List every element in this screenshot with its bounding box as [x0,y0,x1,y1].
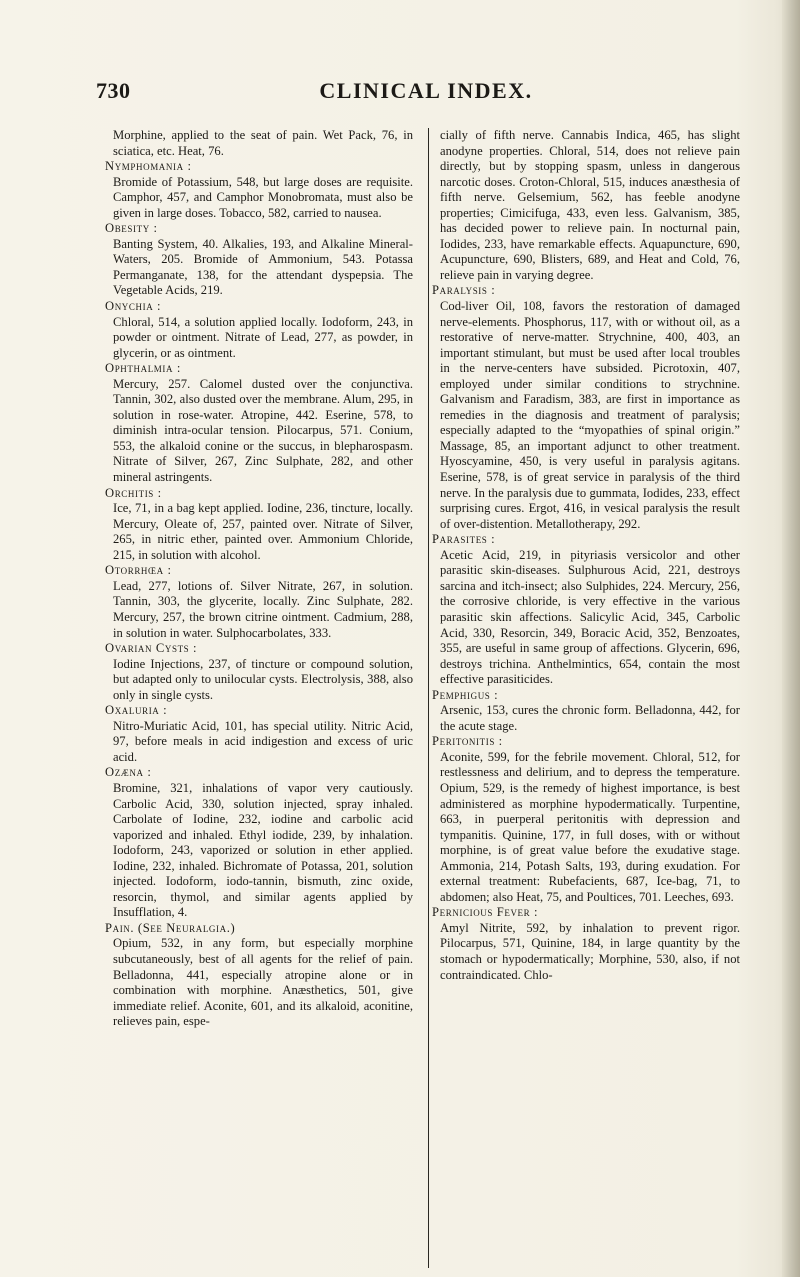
index-heading: Oxaluria : [105,703,168,718]
index-entry-text: Bromine, 321, inhalations of vapor very cautiously. Carbolic Acid, 330, solution injected, spray inhaled. Carbolate of Iodine, 232, iodine and carbolic acid vaporized and inhaled. Ethyl iodide, 239, by inhalation. Iodoform, 243, vaporized or solution in ether applied. Iodine, 232, inhaled. Bichromate of Potassa, 201, solution injected. Iodoform, iodo-tannin, bismuth, zinc oxide, resorcin, thymol, and similar agents applied by Insufflation, 4. [113,780,413,920]
index-entry-text: Arsenic, 153, cures the chronic form. Belladonna, 442, for the acute stage. [440,703,740,733]
index-entry-text: Ice, 71, in a bag kept applied. Iodine, 236, tincture, locally. Mercury, Oleate of, 257, painted over. Nitrate of Silver, 265, in nitric ether, painted over. Ammonium Chloride, 215, in solution with alcohol. [113,501,413,562]
page-number: 730 [96,78,131,103]
index-entry-text: Amyl Nitrite, 592, by inhalation to prevent rigor. Pilocarpus, 571, Quinine, 184, in large quantity by the stomach or hypodermatically; Morphine, 530, also, if not contraindicated. Chlo- [440,920,740,982]
index-entry-text: Acetic Acid, 219, in pityriasis versicolor and other parasitic skin-diseases. Sulphurous Acid, 221, destroys sarcina and itch-insect; also Sulphides, 224. Mercury, 256, the corrosive chloride, is very effective in the various parasitic skin affections. Salicylic Acid, 345, Carbolic Acid, 330, Resorcin, 349, Boracic Acid, 352, Benzoates, 355, are useful in same group of affections. Glycerin, 696, destroys trichina. Anthelmintics, 654, contain the most effective parasiticides. [440,547,740,687]
index-heading: Ovarian Cysts : [105,641,198,656]
index-entry-text: Nitro-Muriatic Acid, 101, has special utility. Nitric Acid, 97, before meals in acid indigestion and excess of uric acid. [113,718,413,764]
index-entry-text: cially of fifth nerve. Cannabis Indica, 465, has slight anodyne properties. Chloral, 514, does not relieve pain directly, but by stopping spasm, unless in dangerous narcotic doses. Croton-Chloral, 515, induces anæsthesia of fifth nerve. Gelsemium, 562, has feeble anodyne properties; Cimicifuga, 433, even less. Galvanism, 385, has decided power to relieve pain. In nocturnal pain, Iodides, 233, have remarkable effects. Aquapuncture, 690, Acupuncture, 690, Blisters, 689, and Heat and Cold, 76, relieve pain in varying degree. [440,128,740,282]
column-divider [428,128,429,1268]
index-heading: Pernicious Fever : [432,905,539,920]
index-entry-text: Opium, 532, in any form, but especially morphine subcutaneously, best of all agents for the relief of pain. Belladonna, 441, especially atropine alone or in combination with morphine. Anæsthetics, 501, give immediate relief. Aconite, 601, and its alkaloid, aconitine, relieves pain, espe- [113,936,413,1029]
index-heading: Obesity : [105,221,158,236]
index-heading: Parasites : [432,532,496,547]
index-entry-text: Cod-liver Oil, 108, favors the restoration of damaged nerve-elements. Phosphorus, 117, with or without oil, as a restorative of nerve-matter. Strychnine, 400, 403, an important stimulant, but must be used after local troubles in the nerve-centers have subsided. Picrotoxin, 407, employed under similar conditions to strychnine. Galvanism and Faradism, 383, are first in importance as remedies in the diagnosis and treatment of paralysis; especially adapted to the “myopathies of spinal origin.” Massage, 85, an important adjunct to other treatment. Hyoscyamine, 450, is very useful in paralysis agitans. Eserine, 578, is of great service in paralysis of the third nerve. In the paralysis due to gummata, Iodides, 233, effect surprising cures. Ergot, 416, in vesical paralysis the result of over-distention. Metallotherapy, 292. [440,299,740,531]
index-entry-text: Mercury, 257. Calomel dusted over the conjunctiva. Tannin, 302, also dusted over the membrane. Alum, 295, in solution in rose-water. Atropine, 442. Eserine, 578, to diminish intra-ocular tension. Pilocarpus, 571. Conium, 553, the alkaloid conine or the succus, in blepharospasm. Nitrate of Silver, 267, Zinc Sulphate, 282, and other mineral astringents. [113,376,413,485]
index-entry-text: Banting System, 40. Alkalies, 193, and Alkaline Mineral-Waters, 205. Bromide of Ammonium, 543. Potassa Permanganate, 138, for the attendant dyspepsia. The Vegetable Acids, 219. [113,236,413,298]
index-entry-text: Aconite, 599, for the febrile movement. Chloral, 512, for restlessness and delirium, and to depress the temperature. Opium, 529, is the remedy of highest importance, is best administered as morphine hypodermatically. Turpentine, 663, in puerperal peritonitis with depression and tympanitis. Quinine, 177, in full doses, with or without morphine, is of great value before the exudative stage. Ammonia, 214, Potash Salts, 193, during exudation. For external treatment: Rubefacients, 687, Ice-bag, 71, to abdomen; also Heat, 75, and Poultices, 701. Leeches, 693. [440,749,740,904]
index-entry-text: Morphine, applied to the seat of pain. Wet Pack, 76, in sciatica, etc. Heat, 76. [113,128,413,158]
index-heading: Ophthalmia : [105,361,181,376]
index-entry-text: Iodine Injections, 237, of tincture or compound solution, but adapted only to unilocular cysts. Electrolysis, 388, also only in single cysts. [113,656,413,702]
index-heading: Pain. (See Neuralgia.) [105,920,236,935]
left-column [105,128,413,1030]
index-heading: Nymphomania : [105,159,192,174]
page-header [96,78,756,108]
index-heading: Otorrhœa : [105,563,172,578]
index-heading: Paralysis : [432,283,496,298]
right-column [432,128,740,983]
book-spine-edge [782,0,800,1277]
index-heading: Ozæna : [105,765,152,780]
index-heading: Orchitis : [105,485,162,500]
index-entry-text: Lead, 277, lotions of. Silver Nitrate, 267, in solution. Tannin, 303, the glycerite, locally. Zinc Sulphate, 282. Mercury, 257, the brown citrine ointment. Cadmium, 288, in solution in water. Sulphocarbolates, 333. [113,578,413,640]
running-title: CLINICAL INDEX. [319,78,533,103]
index-heading: Pemphigus : [432,687,499,702]
index-heading: Onychia : [105,299,162,314]
index-heading: Peritonitis : [432,734,503,749]
index-entry-text: Bromide of Potassium, 548, but large doses are requisite. Camphor, 457, and Camphor Monobromata, must also be given in large doses. Tobacco, 582, carried to nausea. [113,174,413,220]
index-entry-text: Chloral, 514, a solution applied locally. Iodoform, 243, in powder or ointment. Nitrate of Lead, 277, as powder, in glycerin, or as ointment. [113,314,413,360]
